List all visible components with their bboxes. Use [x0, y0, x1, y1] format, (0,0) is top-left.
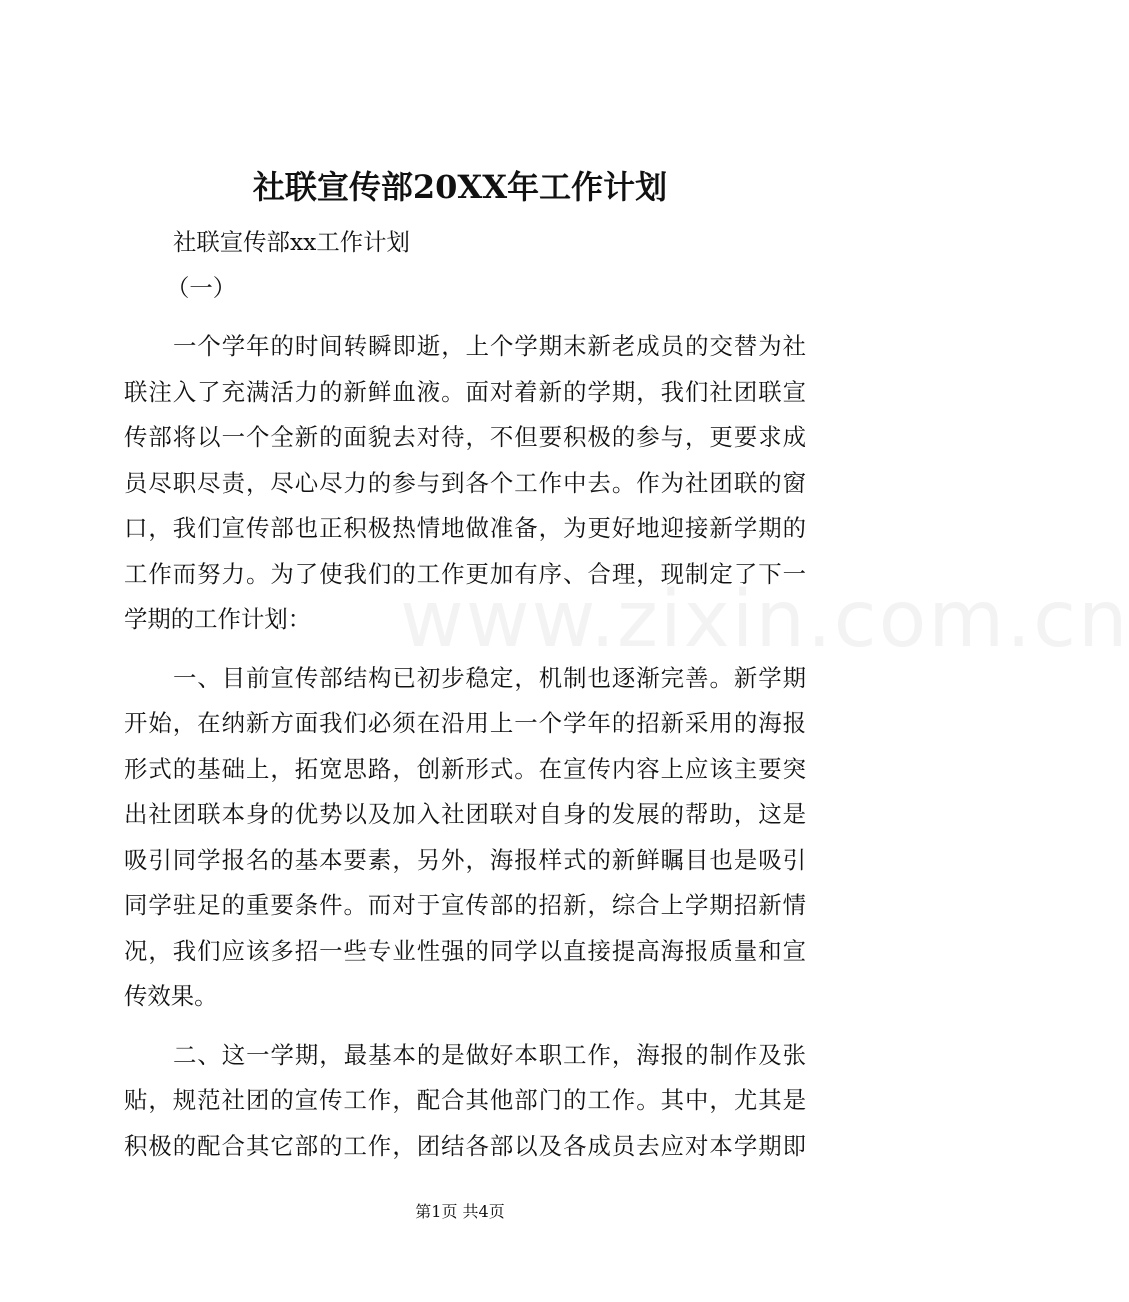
paragraph-line: 一、目前宣传部结构已初步稳定，机制也逐渐完善。新学期 — [173, 663, 806, 692]
paragraph-line: 传部将以一个全新的面貌去对待，不但要积极的参与，更要求成 — [124, 423, 806, 451]
spacer — [124, 1020, 806, 1033]
paragraph-line: 学期的工作计划： — [124, 605, 312, 633]
paragraph-line: 出社团联本身的优势以及加入社团联对自身的发展的帮助，这是 — [124, 800, 806, 828]
document-body — [124, 220, 806, 1169]
paragraph-line: 工作而努力。为了使我们的工作更加有序、合理，现制定了下一 — [124, 559, 806, 588]
page-footer: 第1页 共4页 — [415, 1202, 505, 1221]
paragraph-line: 贴，规范社团的宣传工作，配合其他部门的工作。其中，尤其是 — [124, 1086, 806, 1114]
paragraph-line: 积极的配合其它部的工作，团结各部以及各成员去应对本学期即 — [124, 1131, 806, 1160]
paragraph-line: 况，我们应该多招一些专业性强的同学以直接提高海报质量和宣 — [124, 936, 806, 965]
watermark: www.zixin.com.cn — [400, 575, 1129, 665]
paragraph-line: 员尽职尽责，尽心尽力的参与到各个工作中去。作为社团联的窗 — [124, 468, 806, 497]
paragraph-line: 吸引同学报名的基本要素，另外，海报样式的新鲜瞩目也是吸引 — [124, 845, 806, 874]
spacer — [124, 311, 806, 324]
paragraph-line: 联注入了充满活力的新鲜血液。面对着新的学期，我们社团联宣 — [124, 377, 806, 406]
paragraph-2 — [124, 656, 806, 1020]
spacer — [124, 643, 806, 656]
paragraph-line: 二、这一学期，最基本的是做好本职工作，海报的制作及张 — [173, 1040, 806, 1069]
paragraph-line: 开始，在纳新方面我们必须在沿用上一个学年的招新采用的海报 — [124, 709, 806, 737]
paragraph-1 — [124, 324, 806, 643]
paragraph-3 — [124, 1033, 806, 1170]
paragraph-line: 一个学年的时间转瞬即逝，上个学期末新老成员的交替为社 — [173, 332, 806, 360]
section-marker: （一） — [166, 273, 237, 302]
paragraph-line: 传效果。 — [124, 982, 218, 1010]
paragraph-line: 口，我们宣传部也正积极热情地做准备，为更好地迎接新学期的 — [124, 514, 806, 542]
paragraph-line: 形式的基础上，拓宽思路，创新形式。在宣传内容上应该主要突 — [124, 754, 806, 783]
document-subtitle: 社联宣传部xx工作计划 — [173, 228, 410, 256]
paragraph-line: 同学驻足的重要条件。而对于宣传部的招新，综合上学期招新情 — [124, 891, 806, 919]
document-title: 社联宣传部20XX年工作计划 — [252, 168, 668, 206]
